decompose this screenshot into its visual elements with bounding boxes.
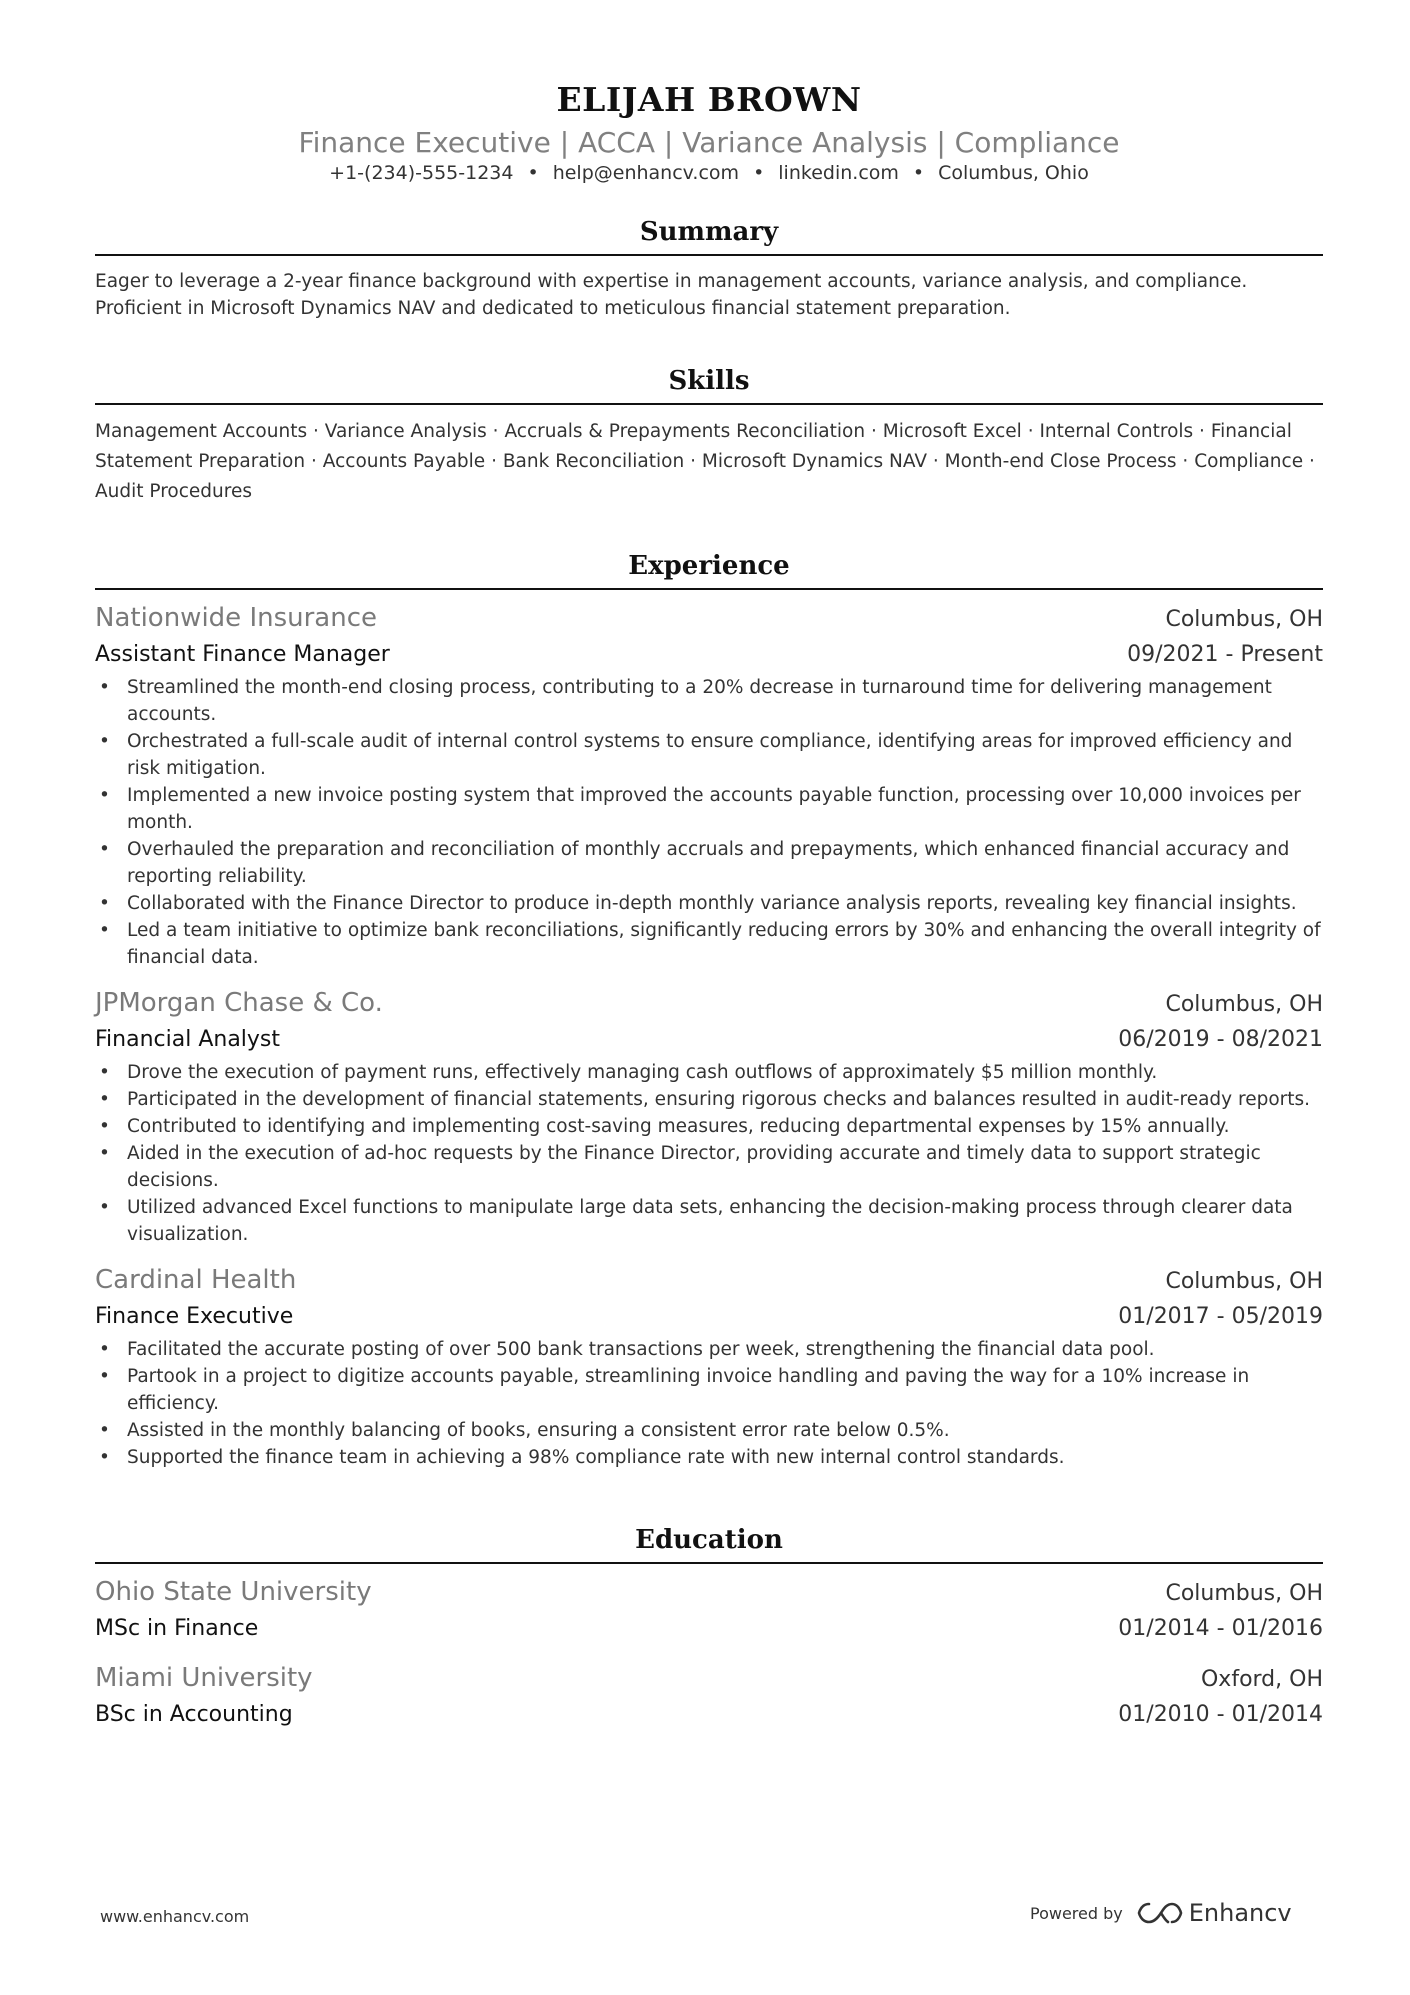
- powered-by-label: Powered by: [1030, 1903, 1123, 1923]
- bullet-item: • Implemented a new invoice posting system that improved the accounts payable function, processing over 10,000 invoices per month.: [95, 782, 1323, 836]
- skill-item: Compliance: [1194, 451, 1304, 473]
- contact-line: [95, 162, 1323, 185]
- job-dates: 06/2019 - 08/2021: [1118, 1027, 1323, 1053]
- contact-separator: •: [753, 162, 765, 184]
- bullet-item: • Utilized advanced Excel functions to manipulate large data sets, enhancing the decision-making process through clearer data visualization.: [95, 1194, 1323, 1248]
- skill-item: Microsoft Dynamics NAV: [701, 451, 928, 473]
- skill-separator: ·: [1176, 451, 1195, 473]
- bullet-item: • Assisted in the monthly balancing of books, ensuring a consistent error rate below 0.5%.: [95, 1417, 1323, 1444]
- degree: BSc in Accounting: [95, 1702, 293, 1728]
- skill-item: Audit Procedures: [95, 481, 252, 503]
- bullet-item: • Participated in the development of financial statements, ensuring rigorous checks and balances resulted in audit-ready reports.: [95, 1086, 1323, 1113]
- contact-separator: •: [527, 162, 539, 184]
- enhancv-logo-icon: [1137, 1900, 1183, 1926]
- education-dates: 01/2010 - 01/2014: [1118, 1702, 1323, 1728]
- skill-item: Management Accounts: [95, 421, 308, 443]
- job-dates: 09/2021 - Present: [1127, 642, 1323, 668]
- job-location: Columbus, OH: [1165, 1269, 1323, 1295]
- job-location: Columbus, OH: [1165, 992, 1323, 1018]
- experience-section: [95, 551, 1323, 1471]
- bullet-item: • Streamlined the month-end closing process, contributing to a 20% decrease in turnaround time for delivering management accounts.: [95, 674, 1323, 728]
- bullet-item: • Supported the finance team in achieving a 98% compliance rate with new internal control standards.: [95, 1444, 1323, 1471]
- job-entry: [95, 985, 1323, 1248]
- section-title-summary: Summary: [95, 217, 1323, 256]
- company-name: Cardinal Health: [95, 1265, 297, 1296]
- bullet-item: • Overhauled the preparation and reconciliation of monthly accruals and prepayments, which enhanced financial accuracy and reporting reliability.: [95, 836, 1323, 890]
- school-location: Oxford, OH: [1200, 1667, 1323, 1693]
- job-entry: [95, 1262, 1323, 1471]
- brand-logo[interactable]: [1137, 1899, 1292, 1927]
- brand-name: Enhancv: [1188, 1899, 1292, 1927]
- skill-item: Bank Reconciliation: [502, 451, 685, 473]
- school-name: Ohio State University: [95, 1577, 372, 1608]
- footer-website-link[interactable]: www.enhancv.com: [100, 1907, 250, 1926]
- skill-item: Accounts Payable: [322, 451, 486, 473]
- contact-separator: •: [912, 162, 925, 184]
- skill-separator: ·: [305, 451, 323, 473]
- job-bullets: [95, 1336, 1323, 1471]
- footer-branding: [1030, 1896, 1292, 1930]
- phone: +1-(234)-555-1234: [329, 162, 514, 184]
- skill-item: Financial Statement Preparation: [95, 421, 1292, 473]
- education-entry: [95, 1660, 1323, 1732]
- bullet-item: • Collaborated with the Finance Director to produce in-depth monthly variance analysis reports, revealing key financial insights.: [95, 890, 1323, 917]
- skill-item: Internal Controls: [1039, 421, 1194, 443]
- job-location: Columbus, OH: [1165, 607, 1323, 633]
- skill-separator: ·: [486, 421, 505, 443]
- candidate-name: ELIJAH BROWN: [556, 80, 862, 119]
- skill-separator: ·: [307, 421, 325, 443]
- education-section: [95, 1525, 1323, 1732]
- skill-separator: ·: [1193, 421, 1211, 443]
- skill-separator: ·: [927, 451, 945, 473]
- job-title: Financial Analyst: [95, 1027, 281, 1053]
- job-title: Assistant Finance Manager: [95, 642, 390, 668]
- bullet-item: • Contributed to identifying and implementing cost-saving measures, reducing departmental expenses by 15% annually.: [95, 1113, 1323, 1140]
- skill-separator: ·: [485, 451, 503, 473]
- section-title-education: Education: [95, 1525, 1323, 1564]
- summary-section: [95, 217, 1323, 322]
- job-entry: [95, 600, 1323, 971]
- skills-section: [95, 366, 1323, 507]
- summary-text: Eager to leverage a 2-year finance background with expertise in management accounts, variance analysis, and compliance. Proficient in Microsoft Dynamics NAV and dedicated to meticulous financial statement preparation.: [95, 271, 1248, 320]
- skill-item: Accruals & Prepayments Reconciliation: [504, 421, 866, 443]
- location: Columbus, Ohio: [938, 162, 1089, 184]
- education-entry: [95, 1574, 1323, 1646]
- section-title-skills: Skills: [95, 366, 1323, 405]
- degree: MSc in Finance: [95, 1616, 259, 1642]
- skill-item: Month-end Close Process: [944, 451, 1177, 473]
- education-dates: 01/2014 - 01/2016: [1118, 1616, 1323, 1642]
- job-dates: 01/2017 - 05/2019: [1118, 1304, 1323, 1330]
- bullet-item: • Aided in the execution of ad-hoc requests by the Finance Director, providing accurate and timely data to support strategic decisions.: [95, 1140, 1323, 1194]
- job-title: Finance Executive: [95, 1304, 294, 1330]
- email-link[interactable]: help@enhancv.com: [552, 162, 740, 184]
- company-name: JPMorgan Chase & Co.: [95, 988, 383, 1019]
- headline: Finance Executive | ACCA | Variance Analysis | Compliance: [298, 126, 1120, 159]
- bullet-item: • Facilitated the accurate posting of over 500 bank transactions per week, strengthening the financial data pool.: [95, 1336, 1323, 1363]
- job-bullets: [95, 674, 1323, 971]
- skill-separator: ·: [865, 421, 883, 443]
- skill-separator: ·: [1303, 451, 1315, 473]
- school-location: Columbus, OH: [1165, 1581, 1323, 1607]
- section-title-experience: Experience: [95, 551, 1323, 590]
- job-bullets: [95, 1059, 1323, 1248]
- school-name: Miami University: [95, 1663, 313, 1694]
- skill-item: Variance Analysis: [324, 421, 487, 443]
- skill-item: Microsoft Excel: [882, 421, 1022, 443]
- bullet-item: • Partook in a project to digitize accounts payable, streamlining invoice handling and paving the way for a 10% increase in efficiency.: [95, 1363, 1323, 1417]
- linkedin-link[interactable]: linkedin.com: [778, 162, 899, 184]
- bullet-item: • Led a team initiative to optimize bank reconciliations, significantly reducing errors by 30% and enhancing the overall integrity of financial data.: [95, 917, 1323, 971]
- skill-separator: ·: [1021, 421, 1040, 443]
- skill-separator: ·: [684, 451, 702, 473]
- bullet-item: • Orchestrated a full-scale audit of internal control systems to ensure compliance, identifying areas for improved efficiency and risk mitigation.: [95, 728, 1323, 782]
- skills-list: [95, 417, 1323, 507]
- bullet-item: • Drove the execution of payment runs, effectively managing cash outflows of approximately $5 million monthly.: [95, 1059, 1323, 1086]
- company-name: Nationwide Insurance: [95, 603, 378, 634]
